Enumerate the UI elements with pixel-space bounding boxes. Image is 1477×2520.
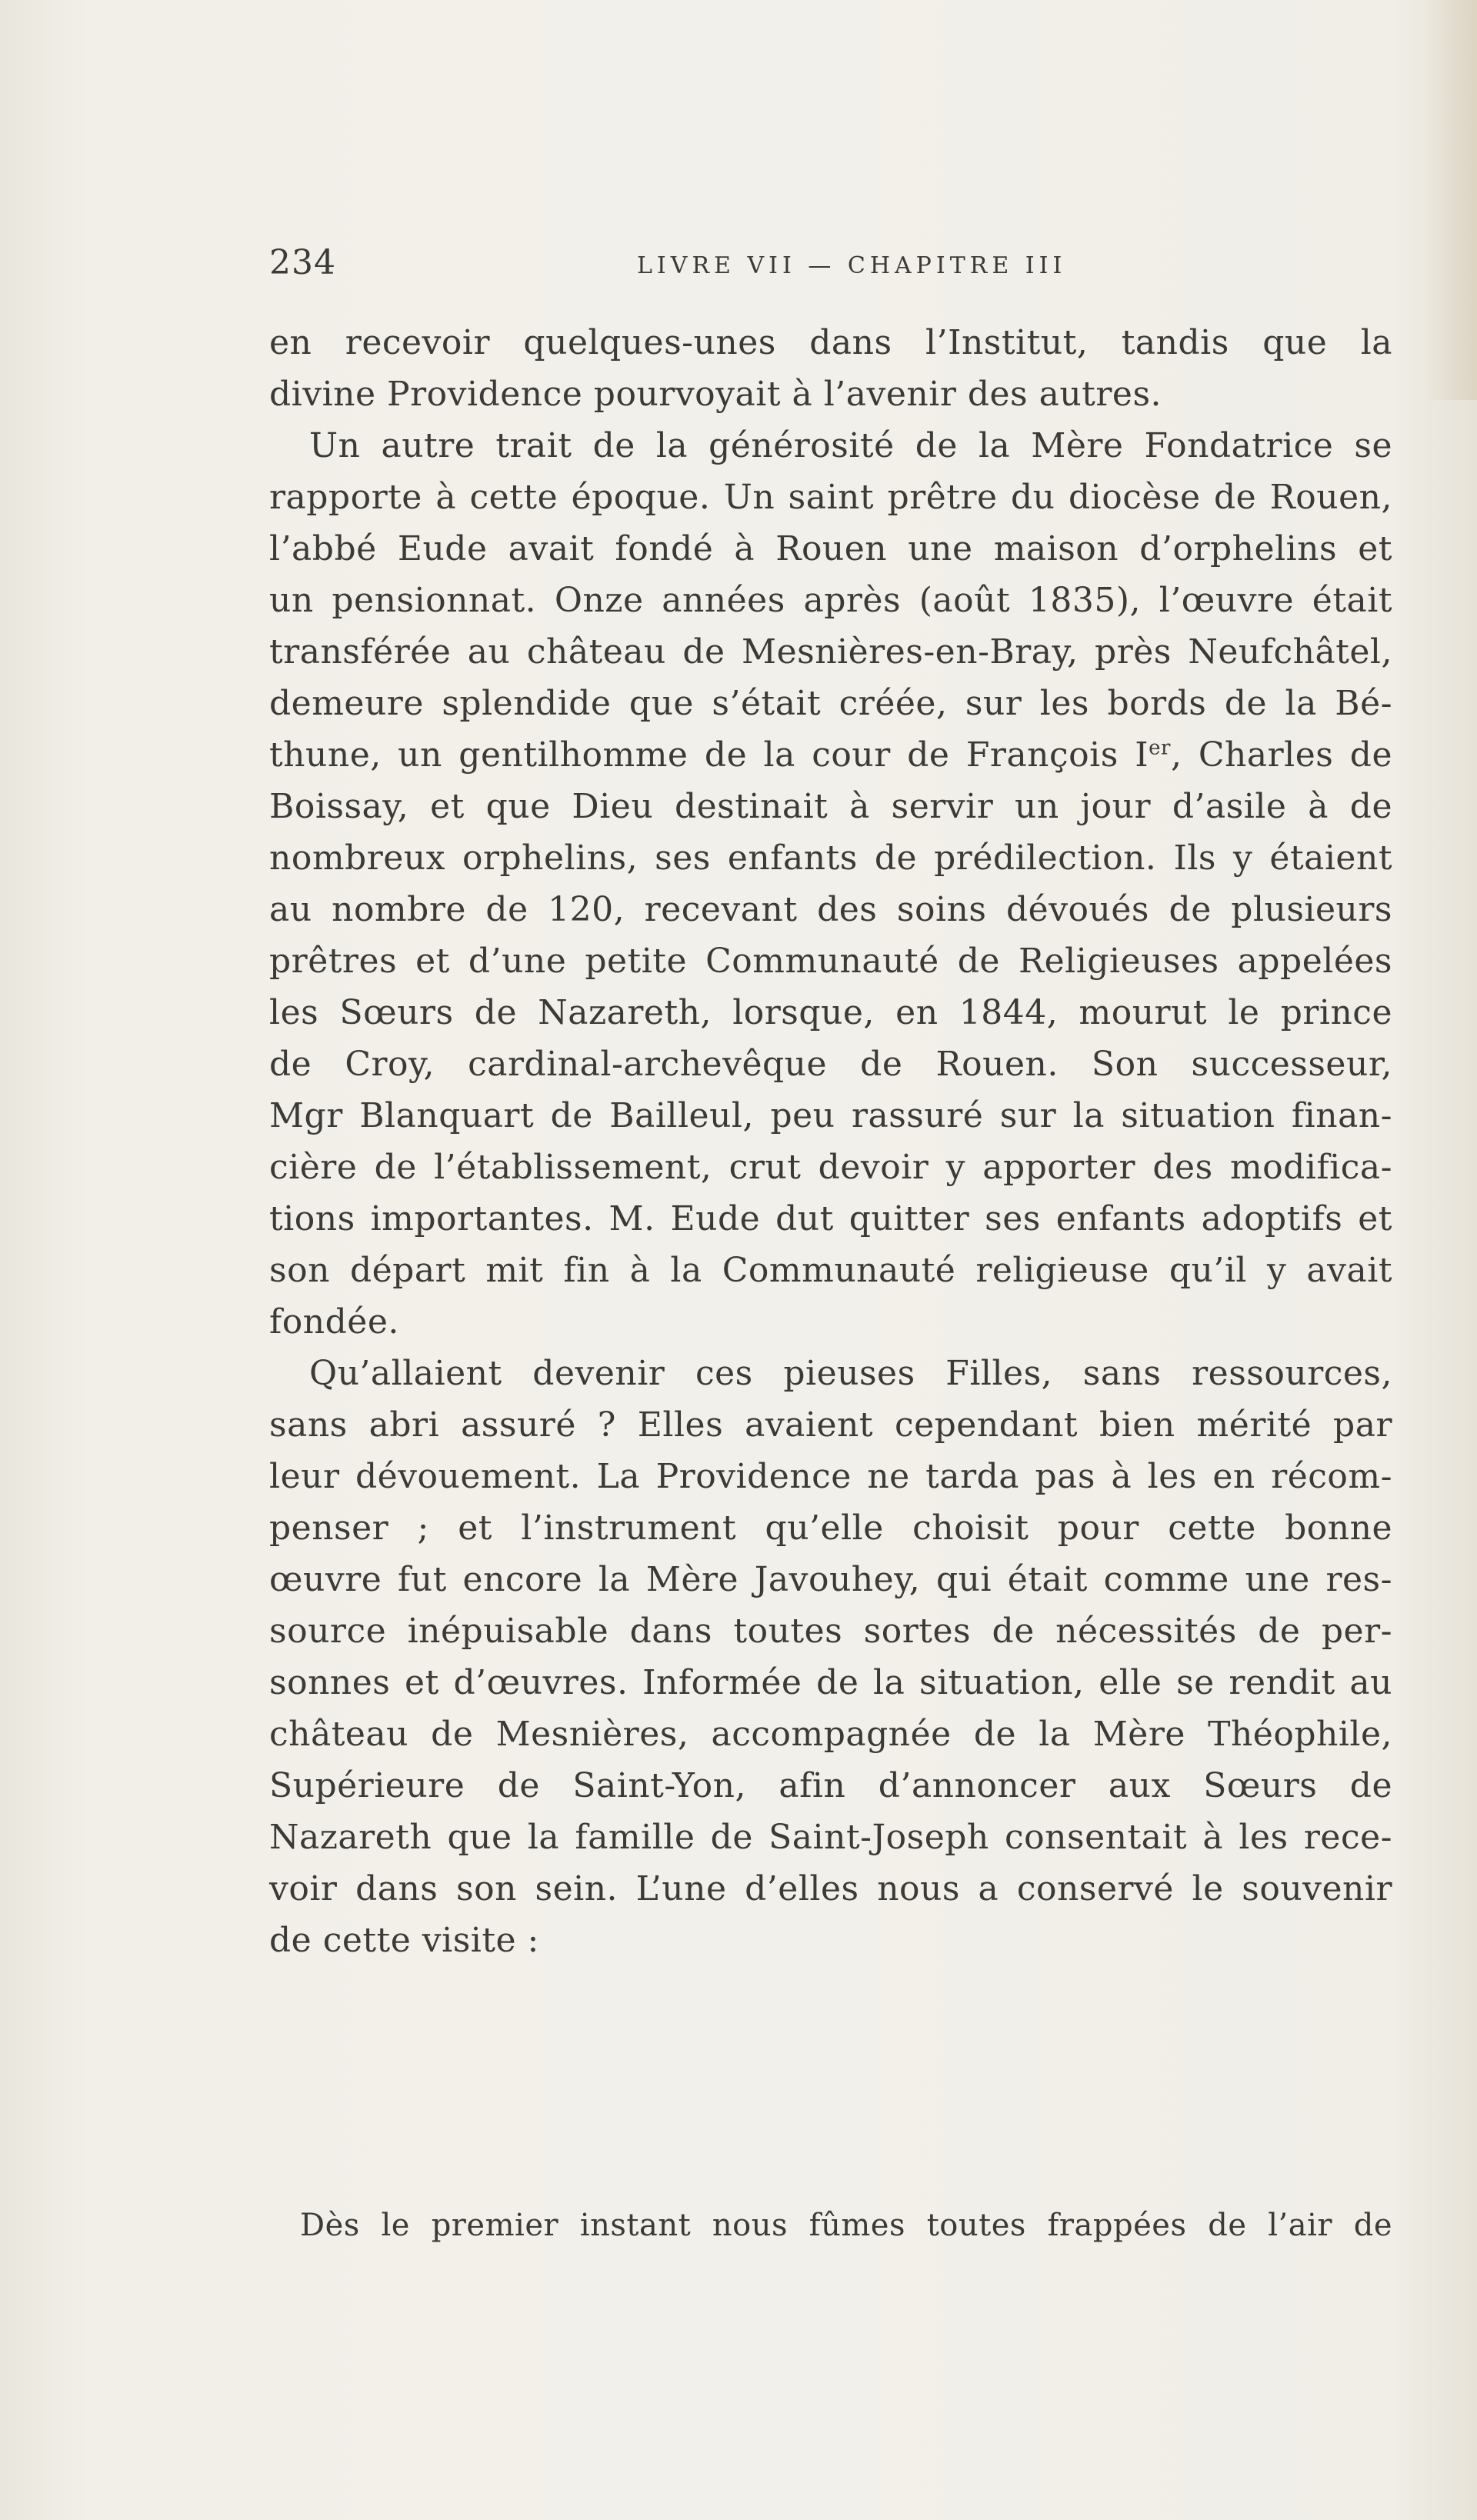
text-line: de Croy, cardinal-archevêque de Rouen. Son successeur,	[269, 1045, 1392, 1084]
running-head: LIVRE VII — CHAPITRE III	[637, 252, 1067, 279]
text-line: sans abri assuré ? Elles avaient cependant bien mérité par	[269, 1405, 1392, 1445]
text-line: château de Mesnières, accompagnée de la Mère Théophile,	[269, 1715, 1392, 1754]
text-line: divine Providence pourvoyait à l’avenir des autres.	[269, 375, 1162, 414]
text-segment: thune, un gentilhomme de la cour de François I	[269, 735, 1149, 775]
text-line: rapporte à cette époque. Un saint prêtre du diocèse de Rouen,	[269, 478, 1392, 517]
text-line: œuvre fut encore la Mère Javouhey, qui était comme une res-	[269, 1560, 1392, 1599]
paper-stain	[1423, 0, 1477, 400]
text-line: les Sœurs de Nazareth, lorsque, en 1844, mourut le prince	[269, 993, 1392, 1032]
text-line: cière de l’établissement, crut devoir y apporter des modifica-	[269, 1148, 1392, 1187]
quote-line: Dès le premier instant nous fûmes toutes frappées de l’air de	[300, 2208, 1392, 2243]
text-line: penser ; et l’instrument qu’elle choisit pour cette bonne	[269, 1508, 1392, 1548]
text-line: transférée au château de Mesnières-en-Bray, près Neufchâtel,	[269, 632, 1392, 672]
page-number: 234	[269, 243, 336, 282]
text-line: Qu’allaient devenir ces pieuses Filles, sans ressources,	[309, 1354, 1392, 1393]
text-line: de cette visite :	[269, 1921, 539, 1960]
text-line: demeure splendide que s’était créée, sur les bords de la Bé-	[269, 684, 1392, 723]
text-line: source inépuisable dans toutes sortes de nécessités de per-	[269, 1612, 1392, 1651]
text-line: sonnes et d’œuvres. Informée de la situation, elle se rendit au	[269, 1663, 1392, 1702]
text-line: Boissay, et que Dieu destinait à servir un jour d’asile à de	[269, 787, 1392, 826]
text-line: tions importantes. M. Eude dut quitter ses enfants adoptifs et	[269, 1199, 1392, 1238]
text-line: son départ mit fin à la Communauté religieuse qu’il y avait	[269, 1251, 1392, 1290]
text-line: Supérieure de Saint-Yon, afin d’annoncer aux Sœurs de	[269, 1766, 1392, 1805]
text-line: l’abbé Eude avait fondé à Rouen une maison d’orphelins et	[269, 529, 1392, 568]
text-line: Nazareth que la famille de Saint-Joseph consentait à les rece-	[269, 1818, 1392, 1857]
text-line: un pensionnat. Onze années après (août 1835), l’œuvre était	[269, 581, 1392, 620]
page-header	[269, 243, 1392, 289]
text-line	[269, 729, 1392, 781]
text-line: fondée.	[269, 1302, 399, 1342]
text-line: nombreux orphelins, ses enfants de prédilection. Ils y étaient	[269, 838, 1392, 878]
superscript: er	[1149, 736, 1171, 760]
text-line: leur dévouement. La Providence ne tarda pas à les en récom-	[269, 1457, 1392, 1496]
text-line: au nombre de 120, recevant des soins dévoués de plusieurs	[269, 890, 1392, 929]
body-text	[269, 317, 1392, 1966]
text-line: voir dans son sein. L’une d’elles nous a conservé le souvenir	[269, 1869, 1392, 1908]
text-line: en recevoir quelques-unes dans l’Institut, tandis que la	[269, 323, 1392, 362]
text-line: prêtres et d’une petite Communauté de Religieuses appelées	[269, 942, 1392, 981]
text-line: Un autre trait de la générosité de la Mère Fondatrice se	[309, 426, 1392, 465]
text-segment: , Charles de	[1170, 735, 1392, 775]
text-line: Mgr Blanquart de Bailleul, peu rassuré sur la situation finan-	[269, 1096, 1392, 1135]
